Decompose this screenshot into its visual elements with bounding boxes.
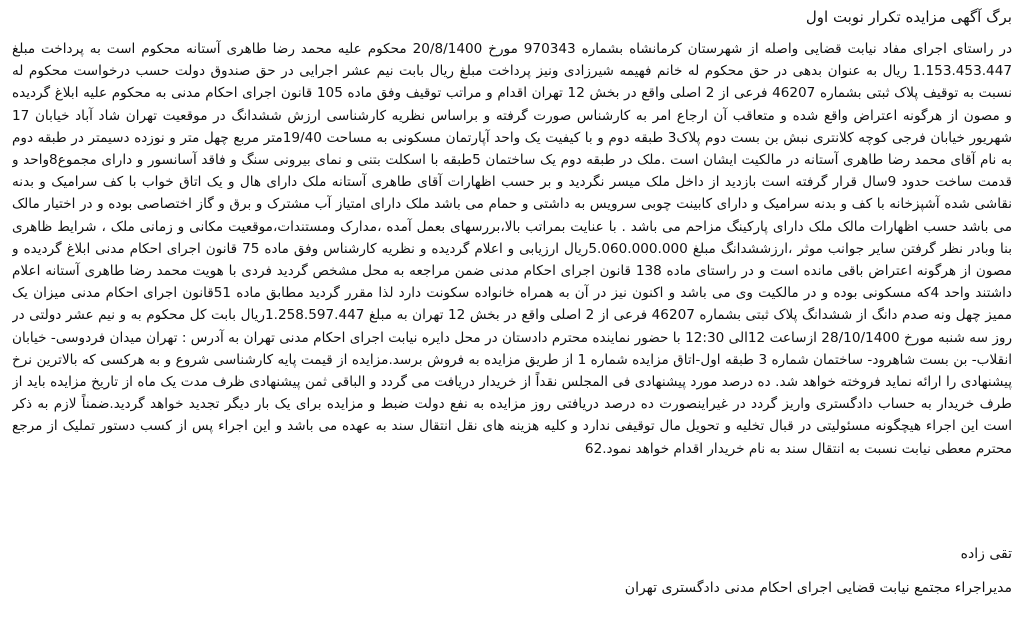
notice-title: برگ آگهی مزایده تکرار نوبت اول: [805, 8, 1012, 26]
signer-name: تقی زاده: [960, 546, 1012, 562]
issuing-office: مدیراجراء مجتمع نیابت قضایی اجرای احکام مدنی دادگستری تهران: [624, 580, 1012, 596]
notice-body: در راستای اجرای مفاد نیابت قضایی واصله از شهرستان کرمانشاه بشماره 970343 مورخ 20/8/1400 محکوم علیه محمد رضا طاهری آستانه محکوم است به پرداخت مبلغ 1.153.453.447 ریال به عنوان بدهی در حق محکوم له خانم فهیمه شیرزادی ونیز پرداخت مبلغ ریال بابت نیم عشر اجرایی در حق صندوق دولت حسب درخواست محکوم له نسبت به توقیف پلاک ثبتی بشماره 46207 فرعی از 2 اصلی واقع در بخش 12 تهران اقدام و مراتب توقیف وفق ماده 105 قانون اجرای احکام مدنی به محکوم علیه ابلاغ گردیده و مصون از هرگونه اعتراض واقع شده و متعاقب آن ارجاع امر به کارشناس صورت گرفته و براساس نظریه کارشناسی ارزش ششدانگ در موقعیت تهران شاد آباد خیابان 17 شهریور خیابان فرجی کوچه کلانتری نبش بن بست دوم پلاک3 طبقه دوم و با کیفیت یک واحد آپارتمان مسکونی به مساحت 19/40متر مربع چهل متر و نوزده دسیمتر در طبقه دوم به نام آقای محمد رضا طاهری آستانه در مالکیت ایشان است .ملک در طبقه دوم یک ساختمان 5طبقه با اسکلت بتنی و نمای بیرونی سنگ و فاقد آسانسور و دارای مجموع8واحد و قدمت ساخت حدود 9سال قرار گرفته است بازدید از داخل ملک میسر نگردید و بر حسب اظهارات آقای طاهری آستانه ملک دارای هال و یک اتاق خواب با کف سرامیک و بدنه نقاشی شده آشپزخانه با کف و بدنه سرامیک و دارای کابینت چوبی سرویس به داشتی و حمام می باشد ملک دارای امتیاز آب مشترک و برق و گاز اختصاصی بوده و در اختیار مالک می باشد حسب اظهارات مالک ملک دارای پارکینگ مزاحم می باشد . با عنایت بمراتب بالا،بررسهای بعمل آمده ،مدارک ومستندات،موقعیت مکانی و زمانی ملک ، شرایط ظاهری بنا وبادر نظر گرفتن سایر جوانب موثر ،ارزششدانگ مبلغ 5.060.000.000ریال ارزیابی و اعلام گردیده و نظریه کارشناس وفق ماده 75 قانون اجرای احکام مدنی ابلاغ گردیده و مصون از هرگونه اعتراض باقی مانده است و در راستای ماده 138 قانون اجرای احکام مدنی ضمن مراجعه به محل مشخص گردید فردی با هویت محمد رضا طاهری آستانه اعلام داشتند واحد 4که مسکونی بوده و در مالکیت وی می باشد و اکنون نیز در آن به همراه خانواده سکونت دارد لذا مقرر گردید مطابق ماده 51قانون اجرای احکام مدنی میزان یک ممیز چهل ونه صدم دانگ از ششدانگ پلاک ثبتی بشماره 46207 فرعی از 2 اصلی واقع در بخش 12 تهران به مبلغ 1.258.597.447ریال بابت کل محکوم به و نیم عشر دولتی در روز سه شنبه مورخ 28/10/1400 ازساعت 12الی 12:30 با حضور نماینده محترم دادستان در محل دایره نیابت اجرای احکام مدنی تهران به آدرس : تهران میدان فردوسی- خیابان انقلاب- بن بست شاهرود- ساختمان شماره 3 طبقه اول-اتاق مزایده شماره 1 از طریق مزایده به فروش برسد.مزایده از قیمت پایه کارشناسی شروع و به هرکسی که بالاترین نرخ پیشنهادی را ارائه نماید فروخته خواهد شد. ده درصد مورد پیشنهادی فی المجلس نقداً از خریدار دریافت می گردد و الباقی ثمن پیشنهادی ظرف مدت یک ماه از تاریخ مزایده باید از طرف خریدار به حساب دادگستری واریز گردد در غیراینصورت ده درصد دریافتی روز مزایده به نفع دولت ضبط و مزایده برای یک بار دیگر تجدید خواهد گردید.ضمناً لازم به ذکر است این اجراء هیچگونه مسئولیتی در قبال تخلیه و تحویل مال توقیفی ندارد و کلیه هزینه های نقل انتقال سند به عهده می باشد و این اجراء پس از کسب دستور تملیک از مرجع محترم معطی نیابت نسبت به انتقال سند به نام خریدار اقدام خواهد نمود.62: [12, 41, 1012, 457]
